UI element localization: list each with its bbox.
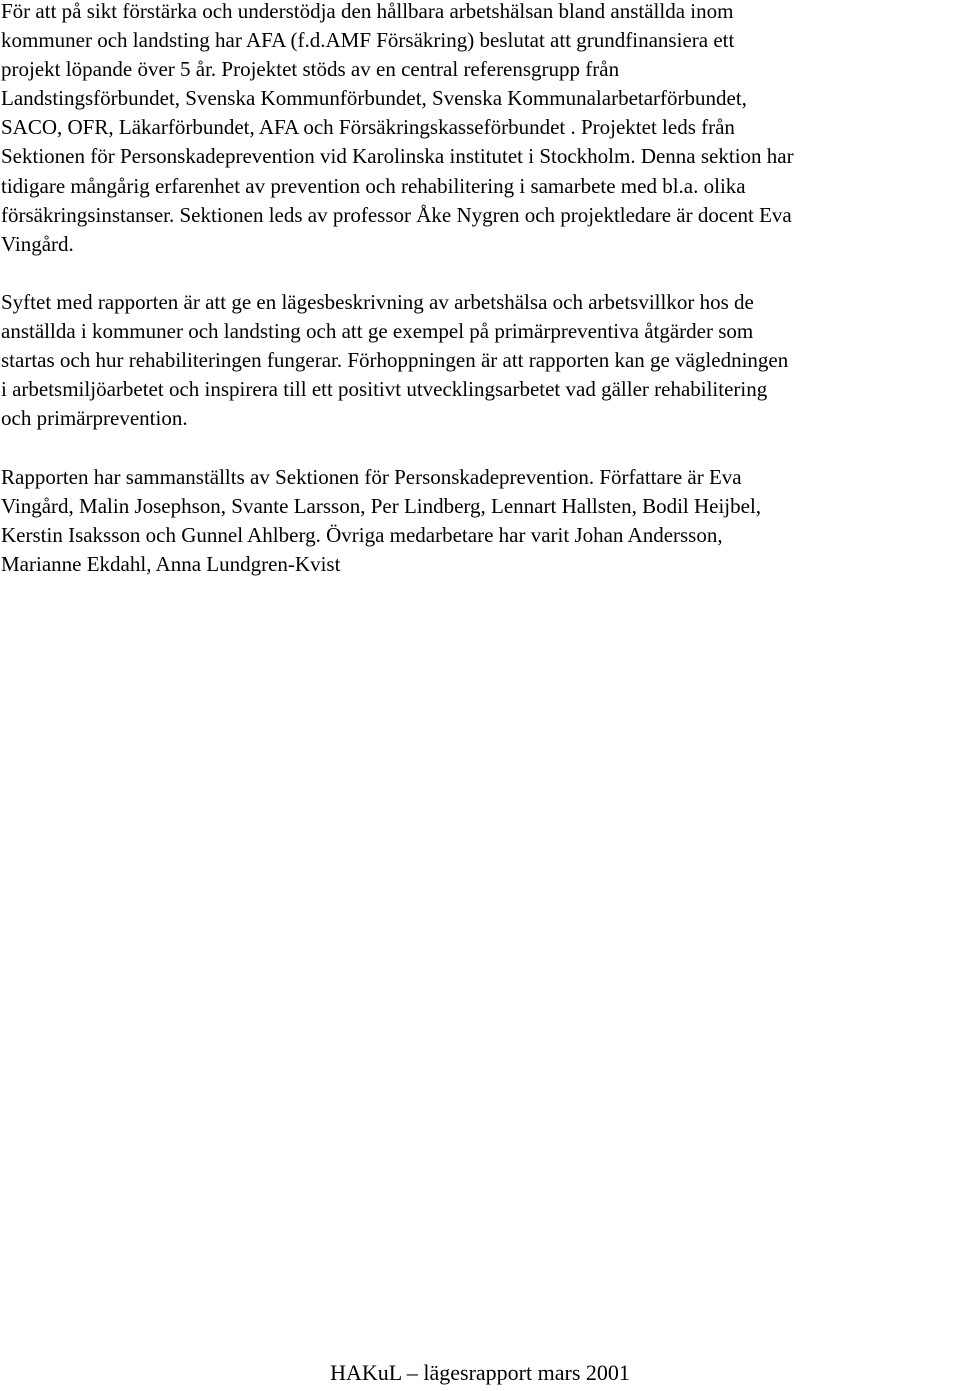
text-line: kommuner och landsting har AFA (f.d.AMF Försäkring) beslutat att grundfinansiera ett — [1, 28, 735, 53]
page-footer: HAKuL – lägesrapport mars 2001 — [330, 1360, 630, 1385]
text-line: Rapporten har sammanställts av Sektionen för Personskadeprevention. Författare är Eva — [1, 464, 742, 489]
text-line: Syftet med rapporten är att ge en lägesbeskrivning av arbetshälsa och arbetsvillkor hos de — [1, 289, 754, 314]
text-line: Vingård. — [1, 231, 74, 256]
paragraph-funding — [1, 0, 959, 259]
text-line: SACO, OFR, Läkarförbundet, AFA och Försäkringskasseförbundet . Projektet leds från — [1, 115, 735, 140]
text-line: anställda i kommuner och landsting och att ge exempel på primärpreventiva åtgärder som — [1, 319, 754, 344]
text-line: startas och hur rehabiliteringen fungerar. Förhoppningen är att rapporten kan ge vägledningen — [1, 348, 789, 373]
body-text — [1, 0, 959, 608]
text-line: försäkringsinstanser. Sektionen leds av professor Åke Nygren och projektledare är docent Eva — [1, 202, 792, 227]
paragraph-purpose — [1, 288, 959, 433]
text-line: Sektionen för Personskadeprevention vid Karolinska institutet i Stockholm. Denna sektion har — [1, 144, 794, 169]
text-line: Kerstin Isaksson och Gunnel Ahlberg. Övriga medarbetare har varit Johan Andersson, — [1, 522, 723, 547]
paragraph-authors — [1, 463, 959, 579]
text-line: Landstingsförbundet, Svenska Kommunförbundet, Svenska Kommunalarbetarförbundet, — [1, 86, 747, 111]
text-line: Marianne Ekdahl, Anna Lundgren-Kvist — [1, 551, 341, 576]
text-line: projekt löpande över 5 år. Projektet stöds av en central referensgrupp från — [1, 57, 620, 82]
text-line: tidigare mångårig erfarenhet av prevention och rehabilitering i samarbete med bl.a. olika — [1, 173, 746, 198]
text-line: och primärprevention. — [1, 406, 188, 431]
text-line: i arbetsmiljöarbetet och inspirera till ett positivt utvecklingsarbetet vad gäller rehabilitering — [1, 377, 768, 402]
text-line: Vingård, Malin Josephson, Svante Larsson, Per Lindberg, Lennart Hallsten, Bodil Heijbel, — [1, 493, 762, 518]
text-line: För att på sikt förstärka och understödja den hållbara arbetshälsan bland anställda inom — [1, 0, 734, 23]
